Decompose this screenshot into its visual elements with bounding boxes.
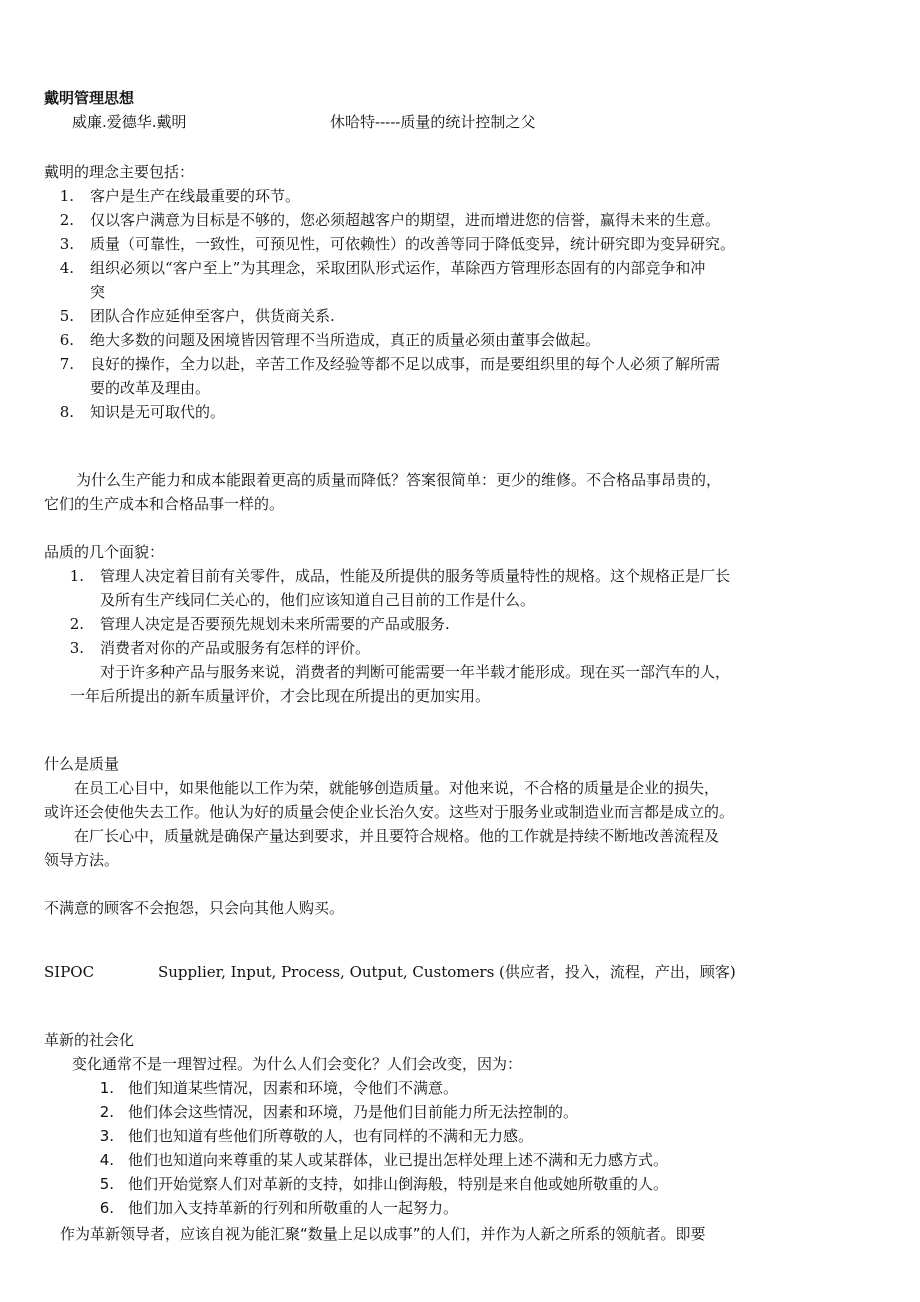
list-item-continuation: 要的改革及理由。 bbox=[90, 379, 211, 397]
cost-paragraph-line: 它们的生产成本和合格品事一样的。 bbox=[44, 495, 285, 513]
list-number: 3. bbox=[69, 639, 84, 657]
list-number: 7. bbox=[59, 355, 74, 373]
quality-heading: 什么是质量 bbox=[44, 755, 120, 773]
list-number: 3. bbox=[99, 1127, 114, 1145]
list-item: 仅以客户满意为目标是不够的，您必须超越客户的期望，进而增进您的信誉，赢得未来的生意。 bbox=[90, 211, 721, 229]
change-closing: 作为革新领导者，应该自视为能汇聚“数量上足以成事”的人们，并作为人新之所系的领航者。即要 bbox=[60, 1225, 706, 1243]
list-number: 6. bbox=[59, 331, 74, 349]
list-item: 质量（可靠性，一致性，可预见性，可依赖性）的改善等同于降低变异，统计研究即为变异研究。 bbox=[90, 235, 736, 253]
aspects-heading: 品质的几个面貌： bbox=[44, 543, 165, 561]
list-item: 团队合作应延伸至客户，供货商关系. bbox=[90, 307, 335, 325]
doc-title: 戴明管理思想 bbox=[44, 89, 135, 107]
list-number: 8. bbox=[59, 403, 74, 421]
quality-paragraph-line: 领导方法。 bbox=[44, 851, 120, 869]
list-number: 4. bbox=[99, 1151, 114, 1169]
list-item: 他们知道某些情况，因素和环境，令他们不满意。 bbox=[128, 1079, 459, 1097]
author-name: 威廉.爱德华.戴明 bbox=[72, 113, 187, 131]
list-number: 4. bbox=[59, 259, 74, 277]
list-item: 客户是生产在线最重要的环节。 bbox=[90, 187, 301, 205]
aspects-note-line: 一年后所提出的新车质量评价，才会比现在所提出的更加实用。 bbox=[70, 687, 491, 705]
list-number: 6. bbox=[99, 1199, 114, 1217]
list-item: 消费者对你的产品或服务有怎样的评价。 bbox=[100, 639, 371, 657]
list-item-continuation: 突 bbox=[90, 283, 106, 301]
list-item: 绝大多数的问题及困境皆因管理不当所造成，真正的质量必须由董事会做起。 bbox=[90, 331, 601, 349]
unhappy-customers: 不满意的顾客不会抱怨，只会向其他人购买。 bbox=[44, 899, 345, 917]
quality-paragraph-line: 或许还会使他失去工作。他认为好的质量会使企业长治久安。这些对于服务业或制造业而言都是成立的。 bbox=[44, 803, 735, 821]
cost-paragraph-line: 为什么生产能力和成本能跟着更高的质量而降低？答案很简单：更少的维修。不合格品事昂贵的， bbox=[76, 471, 722, 489]
list-number: 2. bbox=[59, 211, 74, 229]
list-number: 2. bbox=[69, 615, 84, 633]
list-item-continuation: 及所有生产线同仁关心的，他们应该知道自己目前的工作是什么。 bbox=[100, 591, 536, 609]
list-item: 他们体会这些情况，因素和环境，乃是他们目前能力所无法控制的。 bbox=[128, 1103, 579, 1121]
list-item: 管理人决定是否要预先规划未来所需要的产品或服务. bbox=[100, 615, 450, 633]
change-intro: 变化通常不是一理智过程。为什么人们会变化？人们会改变，因为： bbox=[72, 1055, 523, 1073]
list-item: 知识是无可取代的。 bbox=[90, 403, 226, 421]
list-number: 1. bbox=[69, 567, 84, 585]
list-number: 2. bbox=[99, 1103, 114, 1121]
quality-paragraph-line: 在员工心目中，如果他能以工作为荣，就能够创造质量。对他来说，不合格的质量是企业的损失， bbox=[74, 779, 720, 797]
list-number: 3. bbox=[59, 235, 74, 253]
change-heading: 革新的社会化 bbox=[44, 1031, 135, 1049]
list-number: 1. bbox=[59, 187, 74, 205]
sipoc-label: SIPOC bbox=[44, 963, 95, 981]
quality-paragraph-line: 在厂长心中，质量就是确保产量达到要求，并且要符合规格。他的工作就是持续不断地改善流程及 bbox=[74, 827, 720, 845]
list-item: 他们加入支持革新的行列和所敬重的人一起努力。 bbox=[128, 1199, 459, 1217]
shewhart-note: 休哈特-----质量的统计控制之父 bbox=[330, 113, 536, 131]
list-item: 他们也知道向来尊重的某人或某群体，业已提出怎样处理上述不满和无力感方式。 bbox=[128, 1151, 669, 1169]
list-item: 良好的操作，全力以赴，辛苦工作及经验等都不足以成事，而是要组织里的每个人必须了解所需 bbox=[90, 355, 721, 373]
list-item: 管理人决定着目前有关零件，成品，性能及所提供的服务等质量特性的规格。这个规格正是厂长 bbox=[100, 567, 731, 585]
beliefs-heading: 戴明的理念主要包括： bbox=[44, 163, 195, 181]
list-number: 1. bbox=[99, 1079, 114, 1097]
aspects-note-line: 对于许多种产品与服务来说，消费者的判断可能需要一年半载才能形成。现在买一部汽车的人， bbox=[100, 663, 731, 681]
list-number: 5. bbox=[99, 1175, 114, 1193]
sipoc-definition: Supplier, Input, Process, Output, Customers (供应者，投入，流程，产出，顾客) bbox=[158, 963, 736, 981]
list-item: 组织必须以“客户至上”为其理念，采取团队形式运作，革除西方管理形态固有的内部竞争和冲 bbox=[90, 259, 706, 277]
list-number: 5. bbox=[59, 307, 74, 325]
list-item: 他们开始觉察人们对革新的支持，如排山倒海般，特别是来自他或她所敬重的人。 bbox=[128, 1175, 669, 1193]
list-item: 他们也知道有些他们所尊敬的人，也有同样的不满和无力感。 bbox=[128, 1127, 534, 1145]
